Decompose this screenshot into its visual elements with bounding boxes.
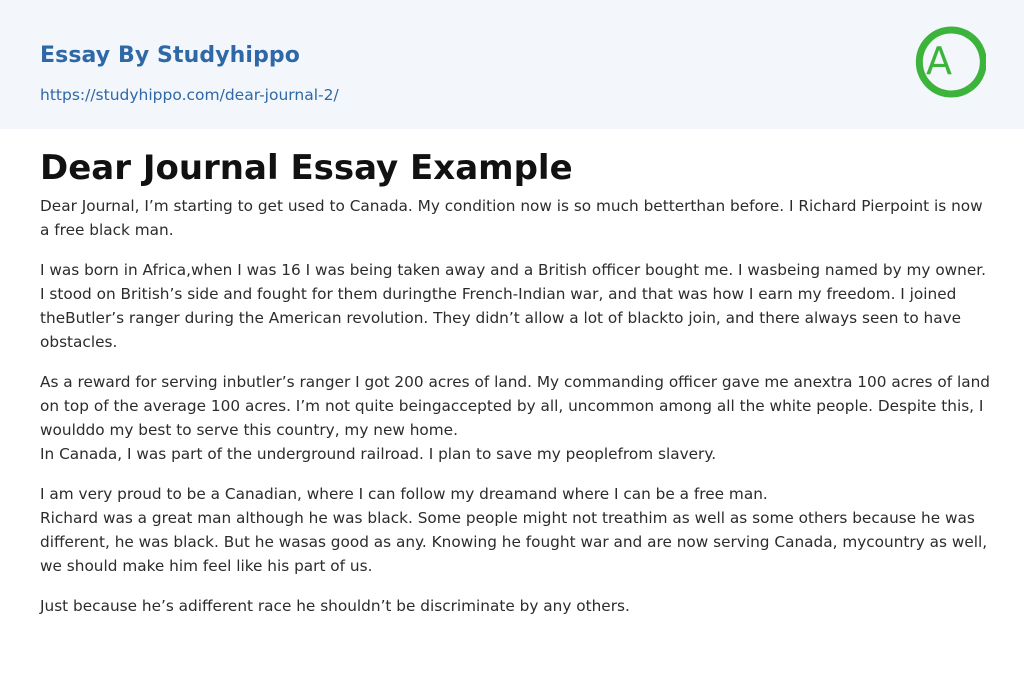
paragraph-line: Just because he’s adifferent race he shouldn’t be discriminate by any others. xyxy=(40,597,630,615)
paragraph-line: In Canada, I was part of the underground railroad. I plan to save my peoplefrom slavery. xyxy=(40,445,717,463)
paragraph-line: I was born in Africa,when I was 16 I was being taken away and a British officer bought me. I wasbeing named by my owner. I stood on British’s side and fought for them duringthe French-Indian war, and that was how I earn my freedom. I joined theButler’s ranger during the American revolution. They didn’t allow a lot of blackto join, and there always seen to have obstacles. xyxy=(40,261,987,351)
essay-body xyxy=(40,194,990,634)
paragraph-line: I am very proud to be a Canadian, where I can follow my dreamand where I can be a free man. xyxy=(40,485,768,503)
paragraph xyxy=(40,594,990,618)
paragraph xyxy=(40,482,990,578)
site-brand[interactable]: Essay By Studyhippo xyxy=(40,43,300,68)
paragraph xyxy=(40,370,990,466)
studyhippo-logo-icon[interactable] xyxy=(912,19,986,105)
paragraph xyxy=(40,258,990,354)
logo-letter: A xyxy=(926,39,952,83)
paragraph xyxy=(40,194,990,242)
paragraph-line: As a reward for serving inbutler’s ranger I got 200 acres of land. My commanding officer gave me anextra 100 acres of land on top of the average 100 acres. I’m not quite beingaccepted by all, uncommon among all the white people. Despite this, I woulddo my best to serve this country, my new home. xyxy=(40,373,990,439)
page-url-link[interactable]: https://studyhippo.com/dear-journal-2/ xyxy=(40,86,339,104)
paragraph-line: Dear Journal, I’m starting to get used to Canada. My condition now is so much betterthan before. I Richard Pierpoint is now a free black man. xyxy=(40,197,983,239)
paragraph-line: Richard was a great man although he was black. Some people might not treathim as well as some others because he was different, he was black. But he wasas good as any. Knowing he fought war and are now serving Canada, mycountry as well, we should make him feel like his part of us. xyxy=(40,509,988,575)
page-title: Dear Journal Essay Example xyxy=(40,148,573,188)
